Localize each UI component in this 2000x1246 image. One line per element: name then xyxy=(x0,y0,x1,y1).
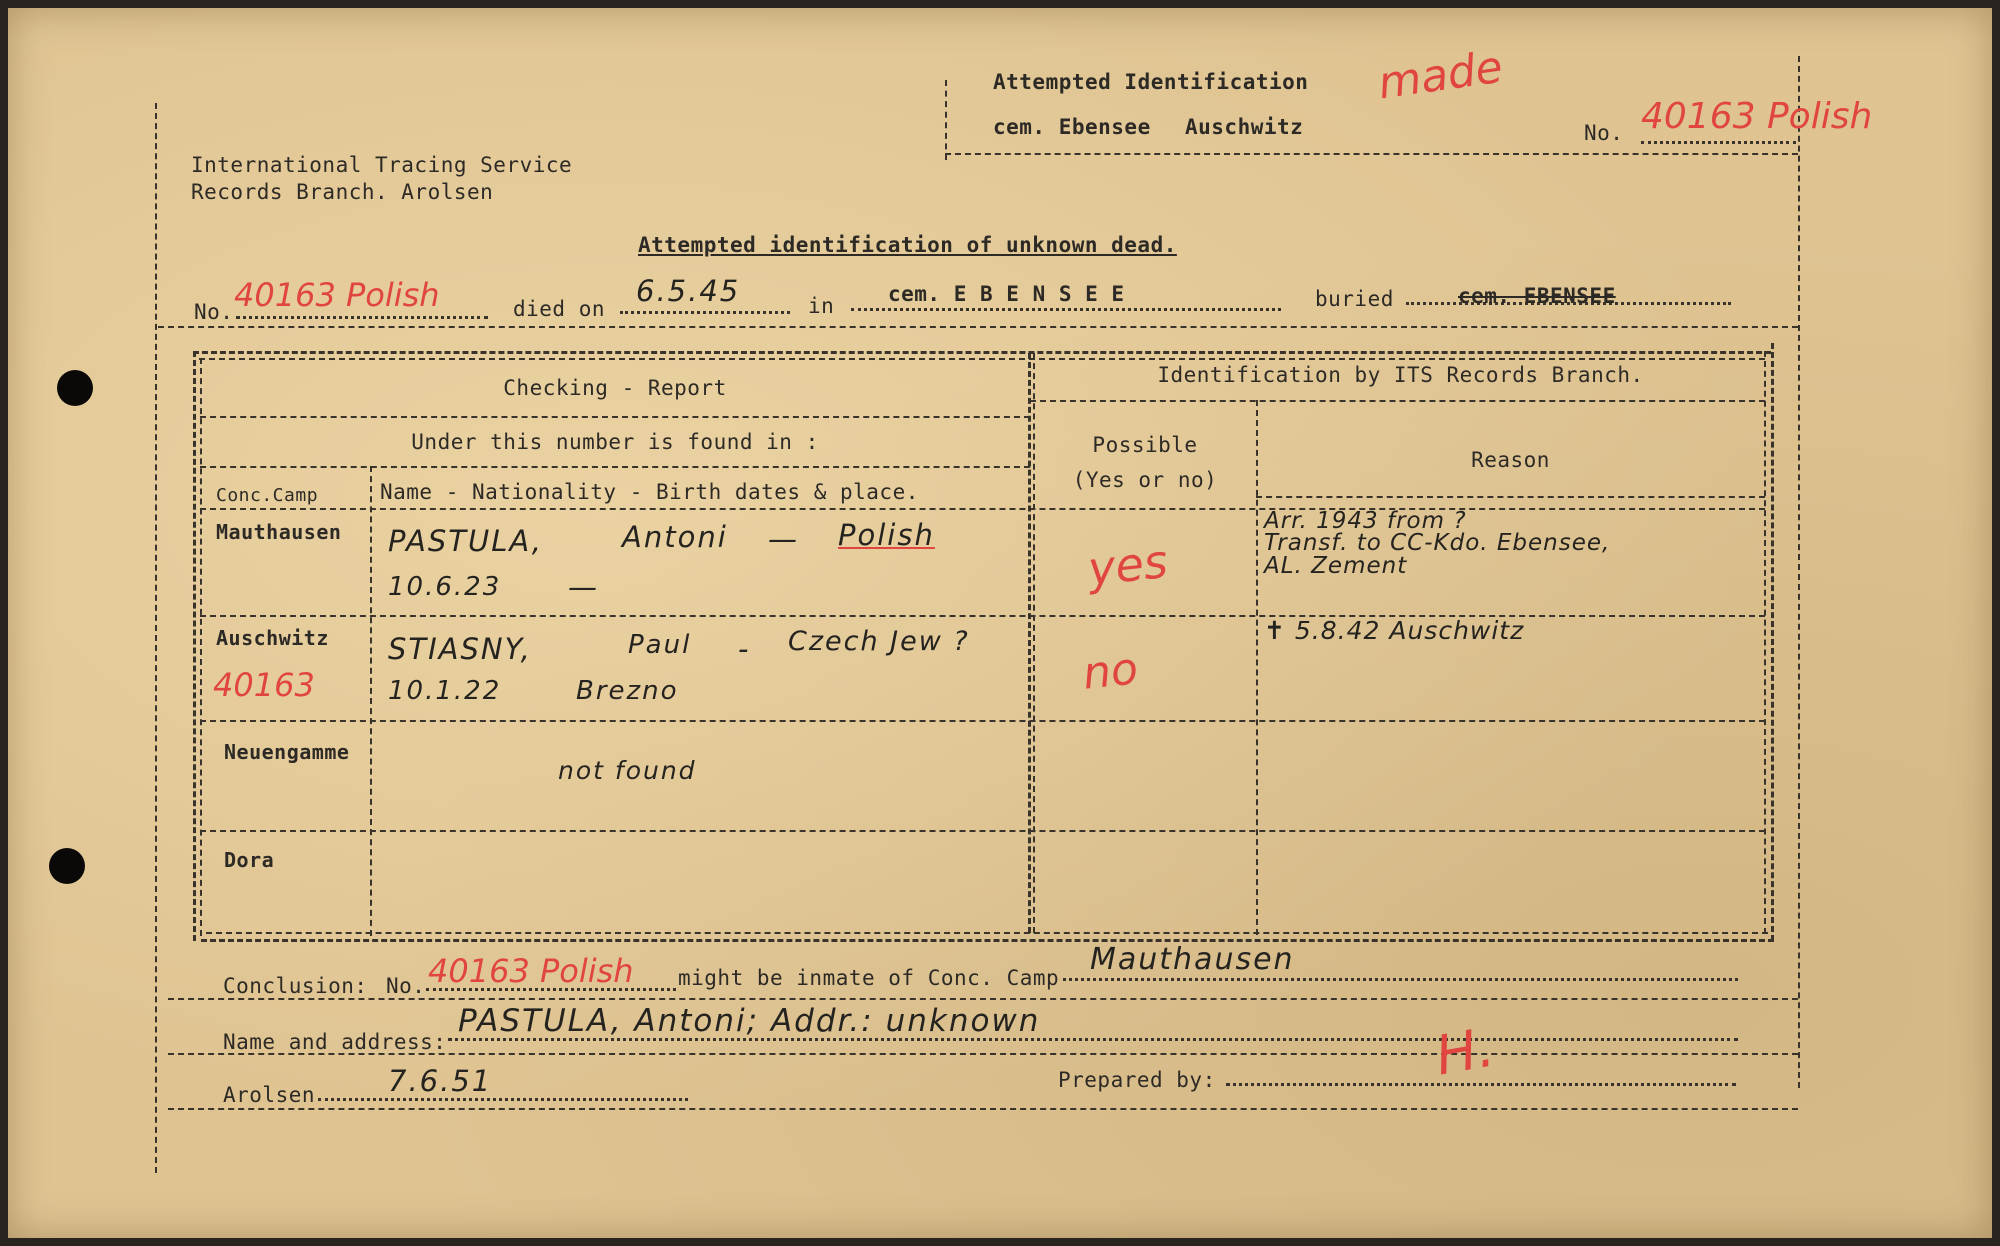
arolsen-date-value: 7.6.51 xyxy=(388,1064,493,1098)
death-no-label: No. xyxy=(194,300,234,324)
death-no-value: 40163 Polish xyxy=(234,276,440,314)
camp-column-divider xyxy=(370,466,372,936)
died-on-value: 6.5.45 xyxy=(636,274,741,308)
row-birth: 10.6.23 xyxy=(388,572,502,602)
header-box-title: Attempted Identification xyxy=(993,70,1309,94)
prepared-by-initials: H. xyxy=(1430,1015,1499,1088)
checking-report-header: Checking - Report xyxy=(503,376,727,400)
punch-hole-bottom xyxy=(49,848,85,884)
row-place: — xyxy=(568,570,599,604)
col-header-reason: Reason xyxy=(1471,448,1550,472)
row-firstname: Antoni xyxy=(622,520,728,554)
header-no-value: 40163 Polish xyxy=(1641,96,1873,137)
identification-header: Identification by ITS Records Branch. xyxy=(1157,363,1644,387)
header-no-label: No. xyxy=(1584,121,1624,145)
row-reason-2: Transf. to CC-Kdo. Ebensee, xyxy=(1264,530,1611,556)
row-camp: Mauthausen xyxy=(216,520,342,544)
table-left-border xyxy=(193,351,196,941)
death-no-dots xyxy=(236,316,488,319)
row-firstname: Paul xyxy=(628,630,692,660)
prepared-by-dots xyxy=(1226,1083,1736,1086)
row-rule-1 xyxy=(200,615,1765,617)
conclusion-rule xyxy=(168,998,1798,1000)
header-box-subtitle-right: Auschwitz xyxy=(1185,115,1304,139)
name-address-rule xyxy=(168,1053,1798,1055)
row-dash: — xyxy=(768,522,799,556)
row-birth: 10.1.22 xyxy=(388,676,502,706)
header-row-rule-3b xyxy=(1256,496,1765,498)
org-line-2: Records Branch. Arolsen xyxy=(191,180,494,204)
conclusion-camp-dots xyxy=(1063,978,1738,981)
form-title: Attempted identification of unknown dead. xyxy=(638,233,1177,257)
row-place: Brezno xyxy=(576,676,679,706)
row-note: not found xyxy=(558,756,697,785)
header-row-rule-2 xyxy=(200,466,1030,468)
row-reason-1: Arr. 1943 from ? xyxy=(1264,508,1467,534)
row-camp: Dora xyxy=(224,848,275,872)
header-box-left xyxy=(945,80,947,160)
punch-hole-top xyxy=(57,370,93,406)
row-camp-number: 40163 xyxy=(213,666,315,704)
died-on-label: died on xyxy=(513,297,606,321)
in-value: cem. E B E N S E E xyxy=(888,282,1125,306)
footer-rule xyxy=(168,1108,1798,1110)
row-nationality: Czech Jew ? xyxy=(788,626,970,657)
conclusion-label: Conclusion: xyxy=(223,974,368,998)
reason-column-divider xyxy=(1256,400,1258,935)
row-dash: - xyxy=(738,632,751,666)
made-stamp: made xyxy=(1375,41,1506,110)
in-label: in xyxy=(808,294,835,318)
conclusion-camp-value: Mauthausen xyxy=(1090,942,1295,977)
table-bottom-border xyxy=(201,939,1774,942)
left-margin-line xyxy=(155,103,157,1173)
table-top-border xyxy=(193,351,1771,354)
table-top-border-inner xyxy=(199,358,1765,360)
row-camp: Auschwitz xyxy=(216,626,329,650)
org-line-1: International Tracing Service xyxy=(191,153,573,177)
conclusion-no-label: No. xyxy=(386,974,426,998)
row-possible: no xyxy=(1080,643,1141,700)
row-camp: Neuengamme xyxy=(224,740,350,764)
table-right-border xyxy=(1771,343,1774,941)
buried-label: buried xyxy=(1315,287,1394,311)
arolsen-label: Arolsen xyxy=(223,1083,316,1107)
header-box-bottom xyxy=(945,153,1798,155)
name-address-value: PASTULA, Antoni; Addr.: unknown xyxy=(458,1003,1041,1039)
conclusion-no-value: 40163 Polish xyxy=(428,952,634,990)
table-bottom-border-inner xyxy=(206,932,1768,934)
row-reason-3: AL. Zement xyxy=(1264,553,1408,579)
col-header-camp: Conc.Camp xyxy=(216,485,319,506)
right-border-line xyxy=(1798,56,1800,1088)
death-line-rule xyxy=(158,326,1798,328)
died-on-dots xyxy=(620,311,790,314)
in-dots xyxy=(851,308,1281,311)
row-surname: STIASNY, xyxy=(388,632,532,666)
row-rule-2 xyxy=(200,720,1765,722)
found-in-subheader: Under this number is found in : xyxy=(411,430,819,454)
header-right-rule-1 xyxy=(1030,400,1765,402)
col-header-name: Name - Nationality - Birth dates & place. xyxy=(380,480,919,504)
row-reason-1: ✝ 5.8.42 Auschwitz xyxy=(1264,616,1525,645)
row-rule-3 xyxy=(200,830,1765,832)
header-box-subtitle-left: cem. Ebensee xyxy=(993,115,1151,139)
prepared-by-label: Prepared by: xyxy=(1058,1068,1216,1092)
row-possible: yes xyxy=(1085,533,1171,597)
table-right-border-inner xyxy=(1764,351,1766,934)
header-no-dots xyxy=(1641,141,1796,144)
name-address-label: Name and address: xyxy=(223,1030,447,1054)
record-card xyxy=(8,8,1992,1238)
row-surname: PASTULA, xyxy=(388,524,543,558)
arolsen-date-dots xyxy=(318,1098,688,1101)
row-nationality: Polish xyxy=(838,518,935,552)
col-header-possible-2: (Yes or no) xyxy=(1072,468,1218,492)
col-header-possible-1: Possible xyxy=(1092,433,1198,457)
conclusion-text: might be inmate of Conc. Camp xyxy=(678,966,1060,990)
header-row-rule-1 xyxy=(200,416,1030,418)
buried-value: cem. EBENSEE xyxy=(1458,284,1616,308)
header-row-rule-3 xyxy=(200,508,1765,510)
